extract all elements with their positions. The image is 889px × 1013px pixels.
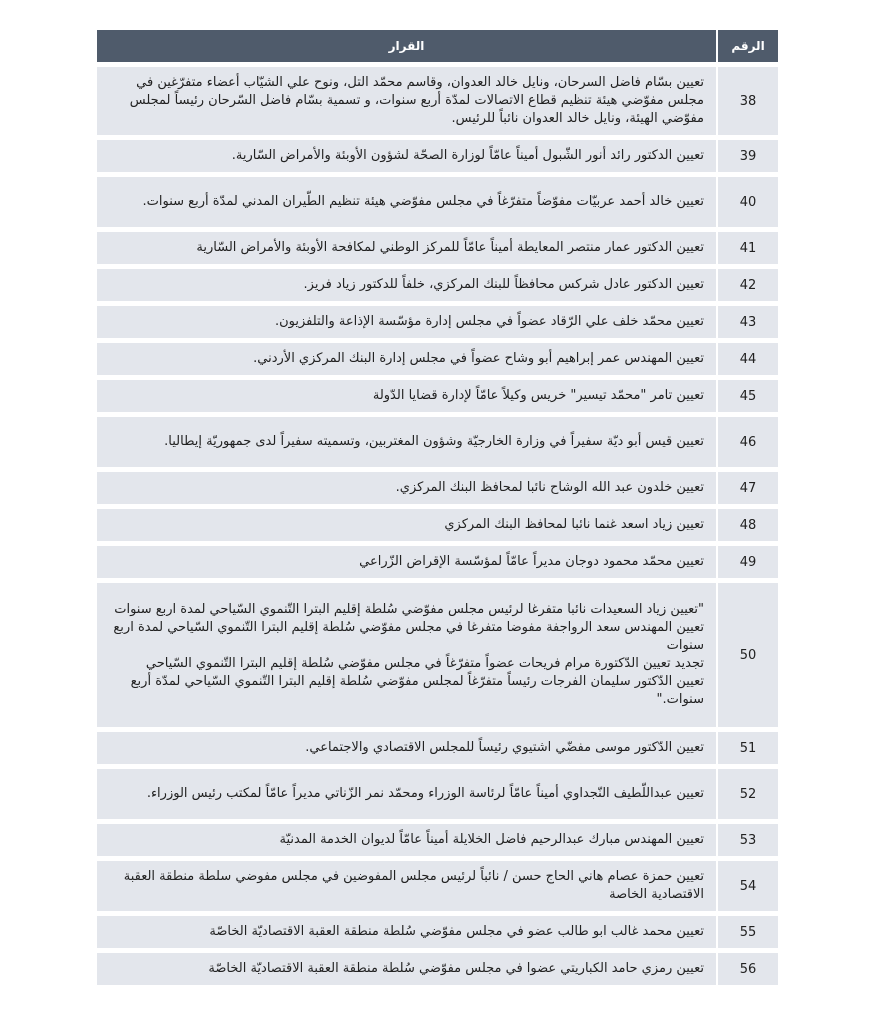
row-number: 40 [716,177,778,227]
row-number: 38 [716,67,778,135]
row-decision: تعيين الدكتور رائد أنور الشّبول أميناً عامّاً لوزارة الصحّة لشؤون الأوبئة والأمراض السّارية. [231,148,704,163]
row-number: 54 [716,861,778,911]
row-decision: تعيين رمزي حامد الكباريتي عضوا في مجلس مفوّضي سُلطة منطقة العقبة الاقتصاديّة الخاصّة [208,961,704,976]
row-decision: تعيين المهندس مبارك عبدالرحيم فاضل الخلايلة أميناً عامّاً لديوان الخدمة المدنيّة [279,832,704,847]
table-row [97,177,778,227]
row-number: 51 [716,732,778,764]
table-row [97,509,778,541]
table-row [97,417,778,467]
row-number: 48 [716,509,778,541]
table-row [97,269,778,301]
header-number: الرقم [716,30,778,62]
table-body [97,67,778,985]
table-row [97,769,778,819]
table-row [97,343,778,375]
table-row [97,916,778,948]
row-number: 45 [716,380,778,412]
table-row [97,380,778,412]
table-row [97,583,778,727]
row-number: 55 [716,916,778,948]
row-decision: تعيين الدكتور عمار منتصر المعايطة أميناً عامّاً للمركز الوطني لمكافحة الأوبئة والأمراض السّارية [196,240,704,255]
row-decision: تعيين قيس أبو ديّة سفيراً في وزارة الخارجيّة وشؤون المغتربين، وتسميته سفيراً لدى جمهوريّة إيطاليا. [164,434,704,449]
row-decision: تعيين محمد غالب ابو طالب عضو في مجلس مفوّضي سُلطة منطقة العقبة الاقتصاديّة الخاصّة [209,924,704,939]
table-row [97,824,778,856]
table-row [97,861,778,911]
row-number: 42 [716,269,778,301]
row-decision: تعيين عبداللّطيف النّجداوي أميناً عامّاً لرئاسة الوزراء ومحمّد نمر الزّناتي مديراً عامّاً لمكتب رئيس الوزراء. [146,786,704,801]
row-decision: تعيين محمّد خلف علي الرّقاد عضواً في مجلس إدارة مؤسّسة الإذاعة والتلفزيون. [274,314,704,329]
row-number: 44 [716,343,778,375]
row-number: 49 [716,546,778,578]
table-row [97,306,778,338]
row-decision: تعيين حمزة عصام هاني الحاج حسن / نائباً لرئيس مجلس المفوضين في مجلس مفوضي سلطة منطقة العقبة الاقتصادية الخاصة [123,869,704,902]
row-number: 53 [716,824,778,856]
table-row [97,472,778,504]
row-decision: تعيين زياد اسعد غنما نائبا لمحافظ البنك المركزي [444,517,704,532]
row-decision: تعيين تامر "محمّد تيسير" خريس وكيلاً عامّاً لإدارة قضايا الدّولة [372,388,704,403]
row-number: 41 [716,232,778,264]
row-number: 39 [716,140,778,172]
row-decision: تعيين بسّام فاضل السرحان، ونايل خالد العدوان، وقاسم محمّد التل، ونوح علي الشيّاب أعضاء متفرّغين في مجلس مفوّضي هيئة تنظيم قطاع الاتصالات لمدّة أربع سنوات، و تسمية بسّام فاضل السّرحان رئيساً لمجلس مفوّضي الهيئة، ونايل خالد العدوان نائباً للرئيس. [129,75,704,126]
row-decision: تعيين خلدون عبد الله الوشاح نائبا لمحافظ البنك المركزي. [395,480,704,495]
table-row [97,140,778,172]
row-number: 43 [716,306,778,338]
row-number: 47 [716,472,778,504]
decisions-table [97,30,778,985]
table-header [97,30,778,62]
table-row [97,546,778,578]
row-decision: تعيين خالد أحمد عربيّات مفوّضاً متفرّغاً في مجلس مفوّضي هيئة تنظيم الطّيران المدني لمدّة أربع سنوات. [142,194,704,209]
row-decision: تعيين الدّكتور موسى مفضّي اشتيوي رئيساً للمجلس الاقتصادي والاجتماعي. [305,740,704,755]
row-decision: تعيين الدكتور عادل شركس محافظاً للبنك المركزي، خلفاً للدكتور زياد فريز. [303,277,704,292]
row-number: 56 [716,953,778,985]
row-number: 50 [716,583,778,727]
header-decision: القرار [388,39,425,53]
row-number: 46 [716,417,778,467]
row-number: 52 [716,769,778,819]
row-decision: "تعيين زياد السعيدات نائبا متفرغا لرئيس مجلس مفوّضي سُلطة إقليم البترا التّنموي السّياحي لمدة اربع سنوات تعيين المهندس سعد الرواجفة مفوضا متفرغا في مجلس مفوّضي سُلطة إقليم البترا التّنموي السّياحي لمدة اربع سنوات تجديد تعيين الدّكتورة مرام فريحات عضواً متفرّغاً في مجلس مفوّضي سُلطة إقليم البترا التّنموي السّياحي تعيين الدّكتور سليمان الفرجات رئيساً متفرّغاً لمجلس مفوّضي سُلطة إقليم البترا التّنموي السّياحي لمدّة أربع سنوات." [113,602,704,707]
table-row [97,67,778,135]
row-decision: تعيين محمّد محمود دوجان مديراً عامّاً لمؤسّسة الإقراض الزّراعي [359,554,704,569]
table-row [97,732,778,764]
table-row [97,232,778,264]
table-row [97,953,778,985]
row-decision: تعيين المهندس عمر إبراهيم أبو وشاح عضواً في مجلس إدارة البنك المركزي الأردني. [253,351,704,366]
